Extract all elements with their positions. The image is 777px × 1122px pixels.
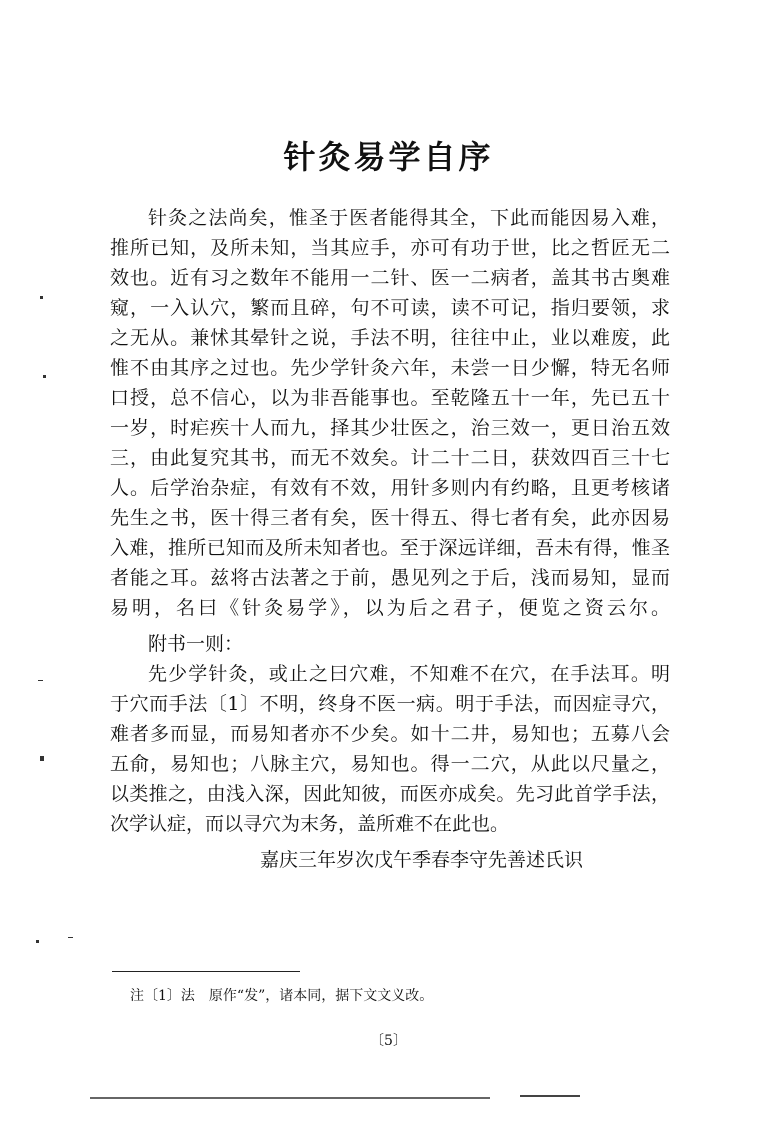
text-line: 者能之耳。兹将古法著之于前，愚见列之于后，浅而易知，显而 [110, 567, 670, 589]
text-line: 人。后学治杂症，有效有不效，用针多则内有约略，且更考核诸 [110, 477, 670, 499]
text-line: 以类推之，由浅入深，因此知彼，而医亦成矣。先习此首学手法， [110, 783, 670, 805]
text-line: 之无从。兼怵其晕针之说，手法不明，往往中止，业以难废，此 [110, 327, 670, 349]
text-line: 次学认症，而以寻穴为末务，盖所难不在此也。 [110, 813, 510, 835]
text-line: 五俞，易知也；八脉主穴，易知也。得一二穴，从此以尺量之， [110, 753, 670, 775]
text-line: 先少学针灸，或止之曰穴难，不知难不在穴，在手法耳。明 [148, 663, 670, 685]
text-line: 难者多而显，而易知者亦不少矣。如十二井，易知也；五募八会 [110, 723, 670, 745]
text-line: 推所已知，及所未知，当其应手，亦可有功于世，比之哲匠无二 [110, 237, 670, 259]
text-line: 惟不由其序之过也。先少学针灸六年，未尝一日少懈，特无名师 [110, 357, 670, 379]
footnote: 注〔1〕法 原作“发”，诸本同，据下文文义改。 [130, 988, 434, 1004]
text-line: 入难，推所已知而及所未知者也。至于深远详细，吾未有得，惟圣 [110, 537, 670, 559]
signature: 嘉庆三年岁次戊午季春李守先善述氏识 [260, 849, 584, 871]
appendix-paragraph [110, 659, 670, 839]
page-title: 针灸易学自序 [283, 138, 494, 176]
preface-body [110, 203, 670, 875]
text-line: 一岁，时疟疾十人而九，择其少壮医之，治三效一，更日治五效 [110, 417, 670, 439]
scan-edge-line [90, 1097, 490, 1099]
text-line: 于穴而手法〔1〕不明，终身不医一病。明于手法，而因症寻穴， [110, 693, 670, 715]
text-line: 窥，一入认穴，繁而且碎，句不可读，读不可记，指归要领，求 [110, 297, 670, 319]
text-line: 效也。近有习之数年不能用一二针、医一二病者，盖其书古奥难 [110, 267, 670, 289]
scan-speck [40, 296, 43, 299]
text-line: 先生之书，医十得三者有矣，医十得五、得七者有矣，此亦因易 [110, 507, 670, 529]
scan-speck [43, 375, 46, 378]
scan-speck [38, 680, 43, 681]
appendix-heading: 附书一则： [148, 633, 244, 655]
page-number: 〔5〕 [370, 1033, 407, 1049]
text-line: 针灸之法尚矣，惟圣于医者能得其全，下此而能因易入难， [148, 207, 670, 229]
text-line: 口授，总不信心，以为非吾能事也。至乾隆五十一年，先已五十 [110, 387, 670, 409]
scan-speck [36, 940, 39, 943]
text-line: 易明，名曰《针灸易学》，以为后之君子，便览之资云尔。 [110, 597, 670, 619]
scan-speck [68, 937, 73, 938]
preface-paragraph [110, 203, 670, 623]
text-line: 三，由此复究其书，而无不效矣。计二十二日，获效四百三十七 [110, 447, 670, 469]
scan-speck [40, 756, 44, 761]
scan-edge-line [520, 1095, 580, 1097]
footnote-divider [112, 971, 300, 972]
